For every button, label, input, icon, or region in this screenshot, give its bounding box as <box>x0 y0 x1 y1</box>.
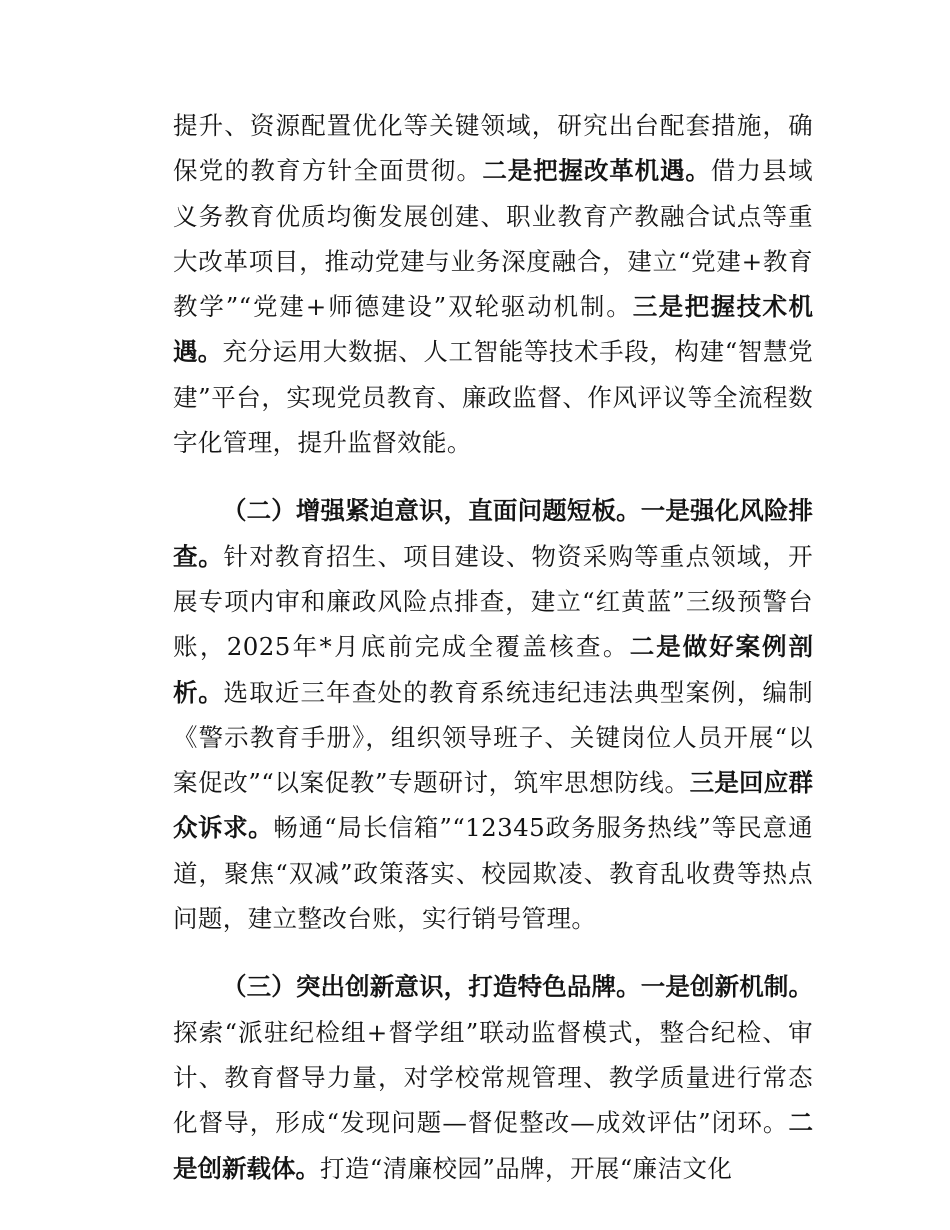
text-run: 畅通“局长信箱”“12345政务服务热线”等民意通道，聚焦“双减”政策落实、校园欺凌、教育乱收费等热点问题，建立整改台账，实行销号管理。 <box>173 813 814 934</box>
paragraph-opportunities <box>173 103 813 465</box>
text-run: 借力县域义务教育优质均衡发展创建、职业教育产教融合试点等重大改革项目，推动党建与业务深度融合，建立“党建+教育教学”“党建+师德建设”双轮驱动机制。 <box>173 156 813 322</box>
section-heading: （二）增强紧迫意识，直面问题短板。一是强化风险排查。 <box>173 496 813 571</box>
text-run: 打造“清廉校园”品牌，开展“廉洁文化 <box>320 1153 733 1183</box>
bold-run: 二是做好案例剖析。 <box>173 632 813 707</box>
text-run: 选取近三年查处的教育系统违纪违法典型案例，编制《警示教育手册》，组织领导班子、关键岗位人员开展“以案促改”“以案促教”专题研讨，筑牢思想防线。 <box>173 677 814 798</box>
document-body <box>173 103 813 1191</box>
text-run: 探索“派驻纪检组+督学组”联动监督模式，整合纪检、审计、教育督导力量，对学校常规管理、教学质量进行常态化督导，形成“发现问题—督促整改—成效评估”闭环。 <box>173 1017 813 1138</box>
bold-run: 二是把握改革机遇。 <box>482 156 711 186</box>
section-heading: （三）突出创新意识，打造特色品牌。一是创新机制。 <box>222 972 813 1002</box>
text-run: 提升、资源配置优化等关键领域，研究出台配套措施，确保党的教育方针全面贯彻。 <box>173 111 813 186</box>
bold-run: 三是把握技术机遇。 <box>173 292 814 367</box>
bold-run: 三是回应群众诉求。 <box>173 768 814 843</box>
text-run: 充分运用大数据、人工智能等技术手段，构建“智慧党建”平台，实现党员教育、廉政监督、作风评议等全流程数字化管理，提升监督效能。 <box>173 337 814 458</box>
bold-run: 二是创新载体。 <box>173 1108 813 1183</box>
paragraph-urgency <box>173 488 813 941</box>
paragraph-innovation <box>173 964 813 1190</box>
text-run: 针对教育招生、项目建设、物资采购等重点领域，开展专项内审和廉政风险点排查，建立“红黄蓝”三级预警台账，2025年*月底前完成全覆盖核查。 <box>173 541 814 662</box>
